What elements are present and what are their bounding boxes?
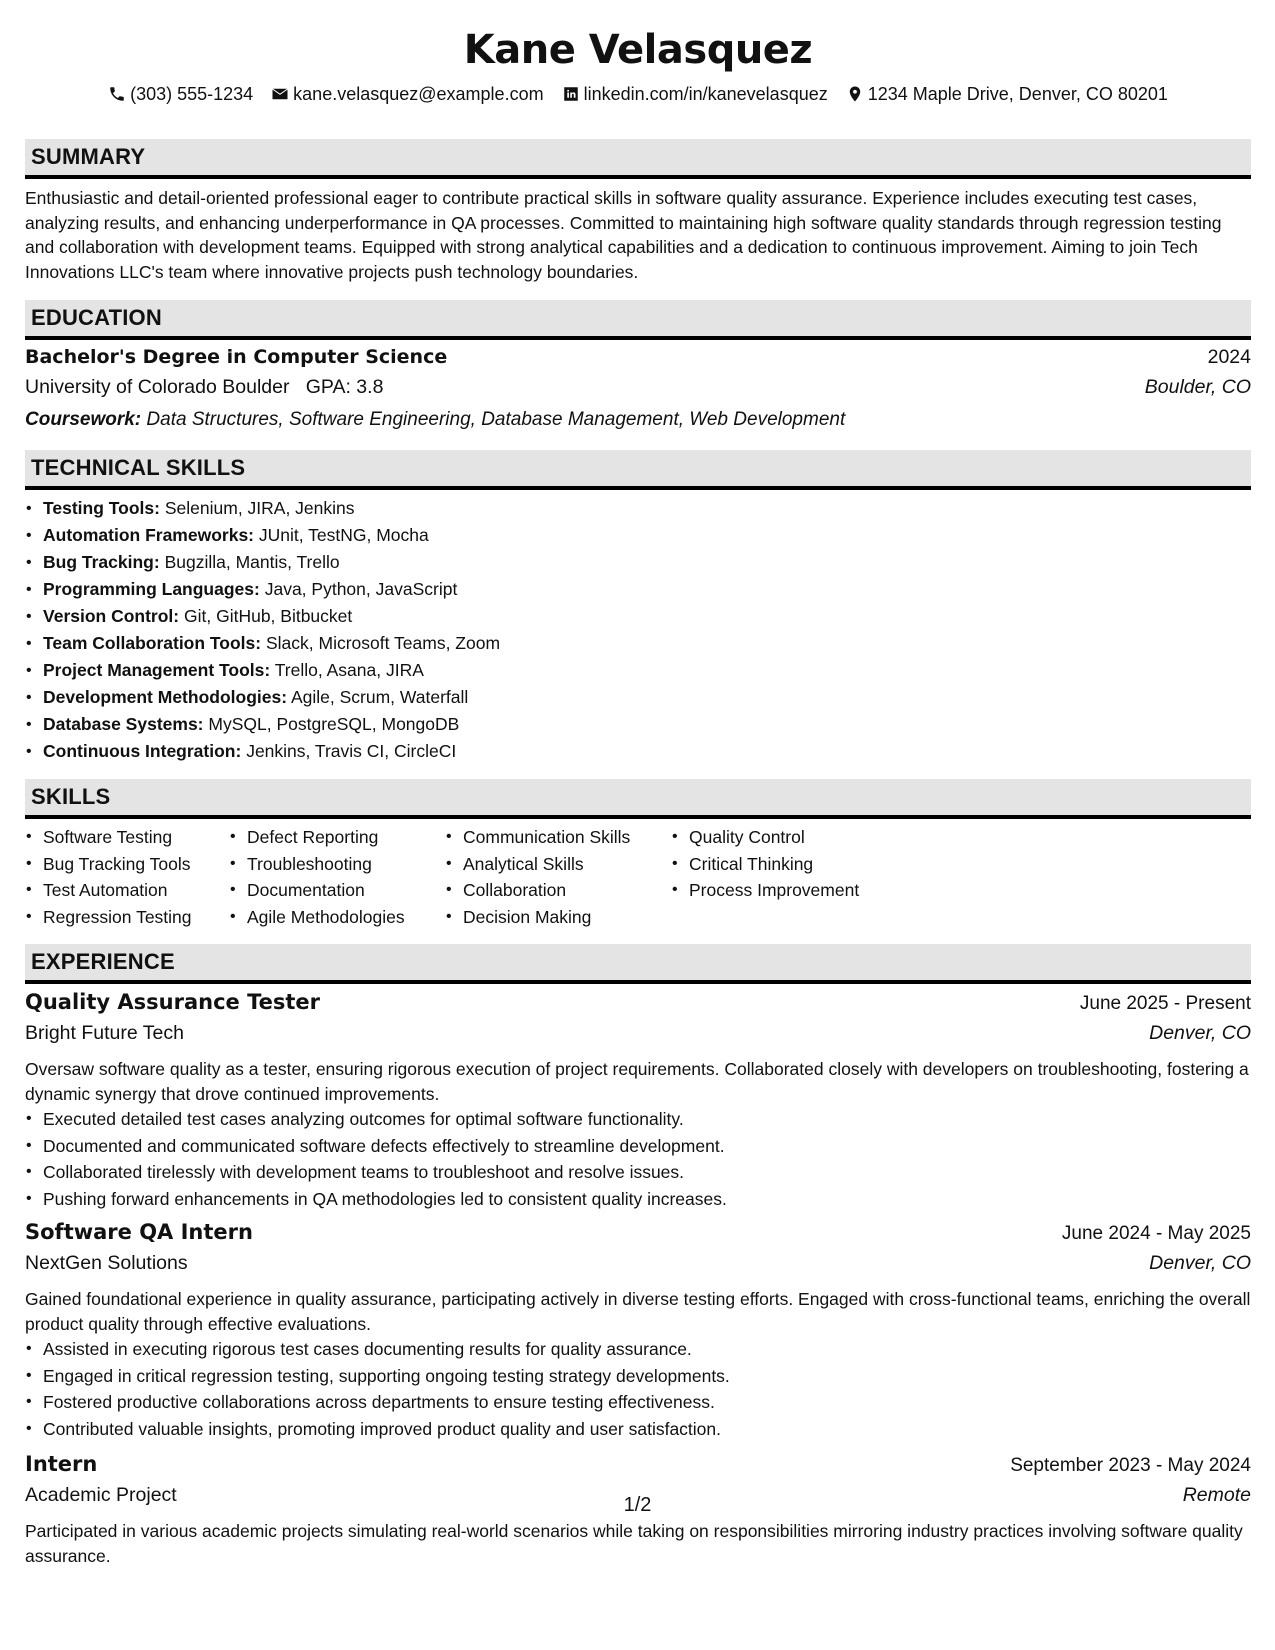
- phone-icon: [108, 85, 126, 103]
- job-location: Remote: [1182, 1484, 1251, 1506]
- list-item: • Fostered productive collaborations across departments to ensure testing effectiveness.: [25, 1389, 1251, 1416]
- list-item: • Continuous Integration: Jenkins, Travis CI, CircleCI: [25, 738, 1251, 765]
- summary-text: Enthusiastic and detail-oriented professional eager to contribute practical skills in software quality assurance. Experience includes executing test cases, analyzing results, and enhancing underperformance in QA processes. Committed to maintaining high software quality standards through regression testing and collaboration with development teams. Equipped with strong analytical capabilities and a dedication to continuous improvement. Aiming to join Tech Innovations LLC's team where innovative projects push technology boundaries.: [25, 188, 1222, 282]
- skills-grid: [25, 824, 1251, 930]
- map-pin-icon: [846, 85, 864, 103]
- job-summary: Gained foundational experience in quality assurance, participating actively in diverse testing efforts. Engaged with cross-functional teams, enriching the overall product quality through effective evaluations.: [25, 1289, 1251, 1334]
- contact-phone[interactable]: [108, 84, 253, 105]
- job-summary: Participated in various academic projects simulating real-world scenarios while taking on responsibilities mirroring industry practices involving software quality assurance.: [25, 1521, 1243, 1566]
- job-location: Denver, CO: [1149, 1022, 1251, 1044]
- job-dates: September 2023 - May 2024: [1010, 1455, 1251, 1476]
- section-header-summary: SUMMARY: [25, 139, 1251, 179]
- job-location: Denver, CO: [1149, 1252, 1251, 1274]
- list-item: • Development Methodologies: Agile, Scrum, Waterfall: [25, 684, 1251, 711]
- list-item: • Pushing forward enhancements in QA methodologies led to consistent quality increases.: [25, 1186, 1251, 1213]
- linkedin-text: linkedin.com/in/kanevelasquez: [583, 83, 828, 104]
- section-header-experience: EXPERIENCE: [25, 944, 1251, 984]
- email-text: kane.velasquez@example.com: [293, 83, 544, 104]
- candidate-name: Kane Velasquez: [463, 27, 813, 73]
- list-item: • Team Collaboration Tools: Slack, Microsoft Teams, Zoom: [25, 630, 1251, 657]
- contact-email[interactable]: [271, 84, 543, 105]
- job-summary: Oversaw software quality as a tester, ensuring rigorous execution of project requirements. Collaborated closely with developers on troubleshooting, fostering a dynamic synergy that drove continued improvements.: [25, 1059, 1249, 1104]
- degree-title: Bachelor's Degree in Computer Science: [25, 346, 448, 368]
- job-title: Software QA Intern: [25, 1220, 253, 1244]
- list-item: • Regression Testing: [25, 904, 229, 931]
- contact-address: [846, 84, 1168, 105]
- list-item: • Defect Reporting: [229, 824, 445, 851]
- list-item: • Documentation: [229, 877, 445, 904]
- envelope-icon: [271, 85, 289, 103]
- list-item: • Testing Tools: Selenium, JIRA, Jenkins: [25, 495, 1251, 522]
- list-item: • Quality Control: [671, 824, 911, 851]
- page-number: 1/2: [623, 1494, 652, 1516]
- section-header-skills: SKILLS: [25, 779, 1251, 819]
- list-item: • Engaged in critical regression testing, supporting ongoing testing strategy developments.: [25, 1363, 1251, 1390]
- skills-column: [671, 824, 911, 930]
- list-item: • Decision Making: [445, 904, 671, 931]
- list-item: • Programming Languages: Java, Python, JavaScript: [25, 576, 1251, 603]
- section-header-education: EDUCATION: [25, 300, 1251, 340]
- list-item: • Documented and communicated software defects effectively to streamline development.: [25, 1133, 1251, 1160]
- school-location: Boulder, CO: [1144, 376, 1251, 398]
- list-item: • Executed detailed test cases analyzing outcomes for optimal software functionality.: [25, 1106, 1251, 1133]
- list-item: • Critical Thinking: [671, 851, 911, 878]
- list-item: • Assisted in executing rigorous test cases documenting results for quality assurance.: [25, 1336, 1251, 1363]
- experience-entry: [25, 1220, 1251, 1442]
- contact-bar: [25, 80, 1251, 108]
- job-title: Intern: [25, 1452, 98, 1476]
- job-dates: June 2024 - May 2025: [1061, 1223, 1251, 1244]
- company-name: Academic Project: [25, 1484, 177, 1506]
- school-name: University of Colorado Boulder: [25, 376, 290, 398]
- skills-column: [445, 824, 671, 930]
- job-title: Quality Assurance Tester: [25, 990, 321, 1014]
- company-name: NextGen Solutions: [25, 1252, 188, 1274]
- list-item: • Database Systems: MySQL, PostgreSQL, MongoDB: [25, 711, 1251, 738]
- technical-skills-list: [25, 495, 1251, 765]
- list-item: • Software Testing: [25, 824, 229, 851]
- graduation-year: 2024: [1207, 346, 1251, 368]
- linkedin-icon: [562, 85, 580, 103]
- list-item: • Automation Frameworks: JUnit, TestNG, Mocha: [25, 522, 1251, 549]
- list-item: • Contributed valuable insights, promoting improved product quality and user satisfaction.: [25, 1416, 1251, 1443]
- address-text: 1234 Maple Drive, Denver, CO 80201: [867, 83, 1168, 104]
- contact-linkedin[interactable]: [562, 84, 828, 105]
- skills-column: [25, 824, 229, 930]
- section-header-technical-skills: TECHNICAL SKILLS: [25, 450, 1251, 490]
- list-item: • Test Automation: [25, 877, 229, 904]
- list-item: • Bug Tracking: Bugzilla, Mantis, Trello: [25, 549, 1251, 576]
- list-item: • Communication Skills: [445, 824, 671, 851]
- school-line: [25, 376, 383, 399]
- list-item: • Agile Methodologies: [229, 904, 445, 931]
- coursework-label: Coursework:: [25, 409, 142, 430]
- list-item: • Bug Tracking Tools: [25, 851, 229, 878]
- job-dates: June 2025 - Present: [1079, 993, 1251, 1014]
- list-item: • Process Improvement: [671, 877, 911, 904]
- list-item: • Troubleshooting: [229, 851, 445, 878]
- education-entry: [25, 346, 1251, 435]
- skills-column: [229, 824, 445, 930]
- job-bullets: [25, 1106, 1251, 1212]
- resume-page: [25, 0, 1251, 1650]
- phone-text: (303) 555-1234: [130, 83, 254, 104]
- coursework-list: Data Structures, Software Engineering, Database Management, Web Development: [146, 409, 846, 430]
- experience-entry: [25, 990, 1251, 1212]
- company-name: Bright Future Tech: [25, 1022, 184, 1044]
- list-item: • Project Management Tools: Trello, Asana, JIRA: [25, 657, 1251, 684]
- list-item: • Analytical Skills: [445, 851, 671, 878]
- job-bullets: [25, 1336, 1251, 1442]
- list-item: • Version Control: Git, GitHub, Bitbucket: [25, 603, 1251, 630]
- coursework-line: [25, 405, 1251, 435]
- list-item: • Collaboration: [445, 877, 671, 904]
- list-item: • Collaborated tirelessly with development teams to troubleshoot and resolve issues.: [25, 1159, 1251, 1186]
- gpa: GPA: 3.8: [305, 376, 384, 398]
